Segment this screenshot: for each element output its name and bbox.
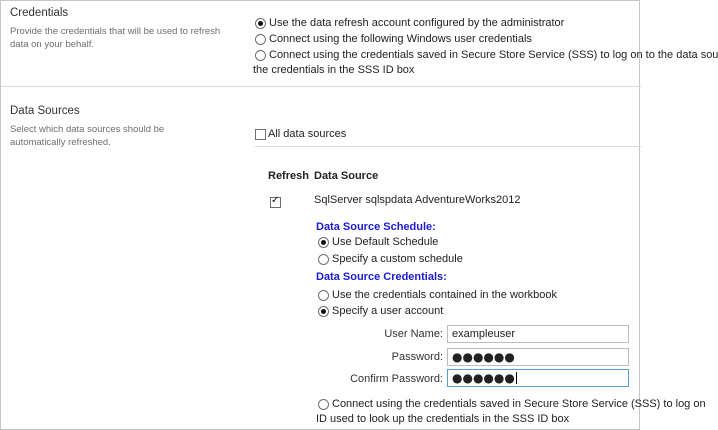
section-divider (1, 86, 641, 87)
credential-option-sss-line2: ID used to look up the credentials in the SSS ID box (316, 413, 570, 425)
password-input[interactable]: ●●●●●● (447, 348, 629, 366)
radio-selected-icon[interactable] (255, 18, 266, 29)
credentials-option-sss-line2: the credentials in the SSS ID box (253, 64, 415, 76)
credentials-option-admin-account[interactable] (255, 17, 564, 29)
column-header-refresh: Refresh (268, 170, 309, 182)
option-label: Specify a user account (332, 305, 444, 317)
option-label: Use Default Schedule (332, 236, 439, 248)
all-data-sources-checkbox[interactable] (255, 128, 346, 140)
text-caret (516, 372, 517, 384)
option-label: Use the data refresh account configured by the administrator (269, 17, 565, 29)
password-label: Password: (391, 351, 443, 363)
checkbox-checked-icon[interactable] (270, 197, 281, 208)
data-source-schedule-heading: Data Source Schedule: (316, 221, 436, 233)
checkbox-icon[interactable] (255, 129, 266, 140)
option-label: Specify a custom schedule (332, 253, 463, 265)
credentials-section-title: Credentials (10, 7, 69, 19)
radio-selected-icon[interactable] (318, 237, 329, 248)
credentials-section-description: Provide the credentials that will be used to refresh data on your behalf. (10, 26, 221, 50)
confirm-password-value: ●●●●●● (452, 371, 515, 385)
table-top-divider (255, 146, 641, 147)
credential-option-user-account[interactable] (318, 305, 443, 317)
radio-unselected-icon[interactable] (318, 399, 329, 410)
option-label: Connect using the following Windows user credentials (269, 33, 532, 45)
column-header-data-source: Data Source (314, 170, 379, 182)
credential-option-sss[interactable] (318, 398, 706, 410)
data-source-refresh-checkbox[interactable] (270, 195, 283, 213)
radio-unselected-icon[interactable] (318, 254, 329, 265)
confirm-password-label: Confirm Password: (350, 373, 443, 385)
radio-unselected-icon[interactable] (255, 50, 266, 61)
radio-unselected-icon[interactable] (255, 34, 266, 45)
option-label: Use the credentials contained in the workbook (332, 289, 558, 301)
credential-option-workbook[interactable] (318, 289, 557, 301)
user-name-input[interactable]: exampleuser (447, 325, 629, 343)
data-sources-section-description: Select which data sources should be automatically refreshed. (10, 124, 165, 148)
option-label: Connect using the credentials saved in Secure Store Service (SSS) to log on to the data sou (269, 49, 718, 61)
credentials-option-windows-user[interactable] (255, 33, 532, 45)
checkbox-label: All data sources (268, 128, 347, 140)
radio-unselected-icon[interactable] (318, 290, 329, 301)
schedule-option-default[interactable] (318, 236, 438, 248)
radio-selected-icon[interactable] (318, 306, 329, 317)
confirm-password-input[interactable] (447, 369, 629, 387)
data-source-credentials-heading: Data Source Credentials: (316, 271, 447, 283)
data-sources-section-title: Data Sources (10, 105, 80, 117)
data-source-name: SqlServer sqlspdata AdventureWorks2012 (314, 194, 521, 206)
credentials-option-sss[interactable] (255, 49, 718, 61)
user-name-label: User Name: (384, 328, 443, 340)
option-label: Connect using the credentials saved in Secure Store Service (SSS) to log on (332, 398, 706, 410)
schedule-option-custom[interactable] (318, 253, 463, 265)
